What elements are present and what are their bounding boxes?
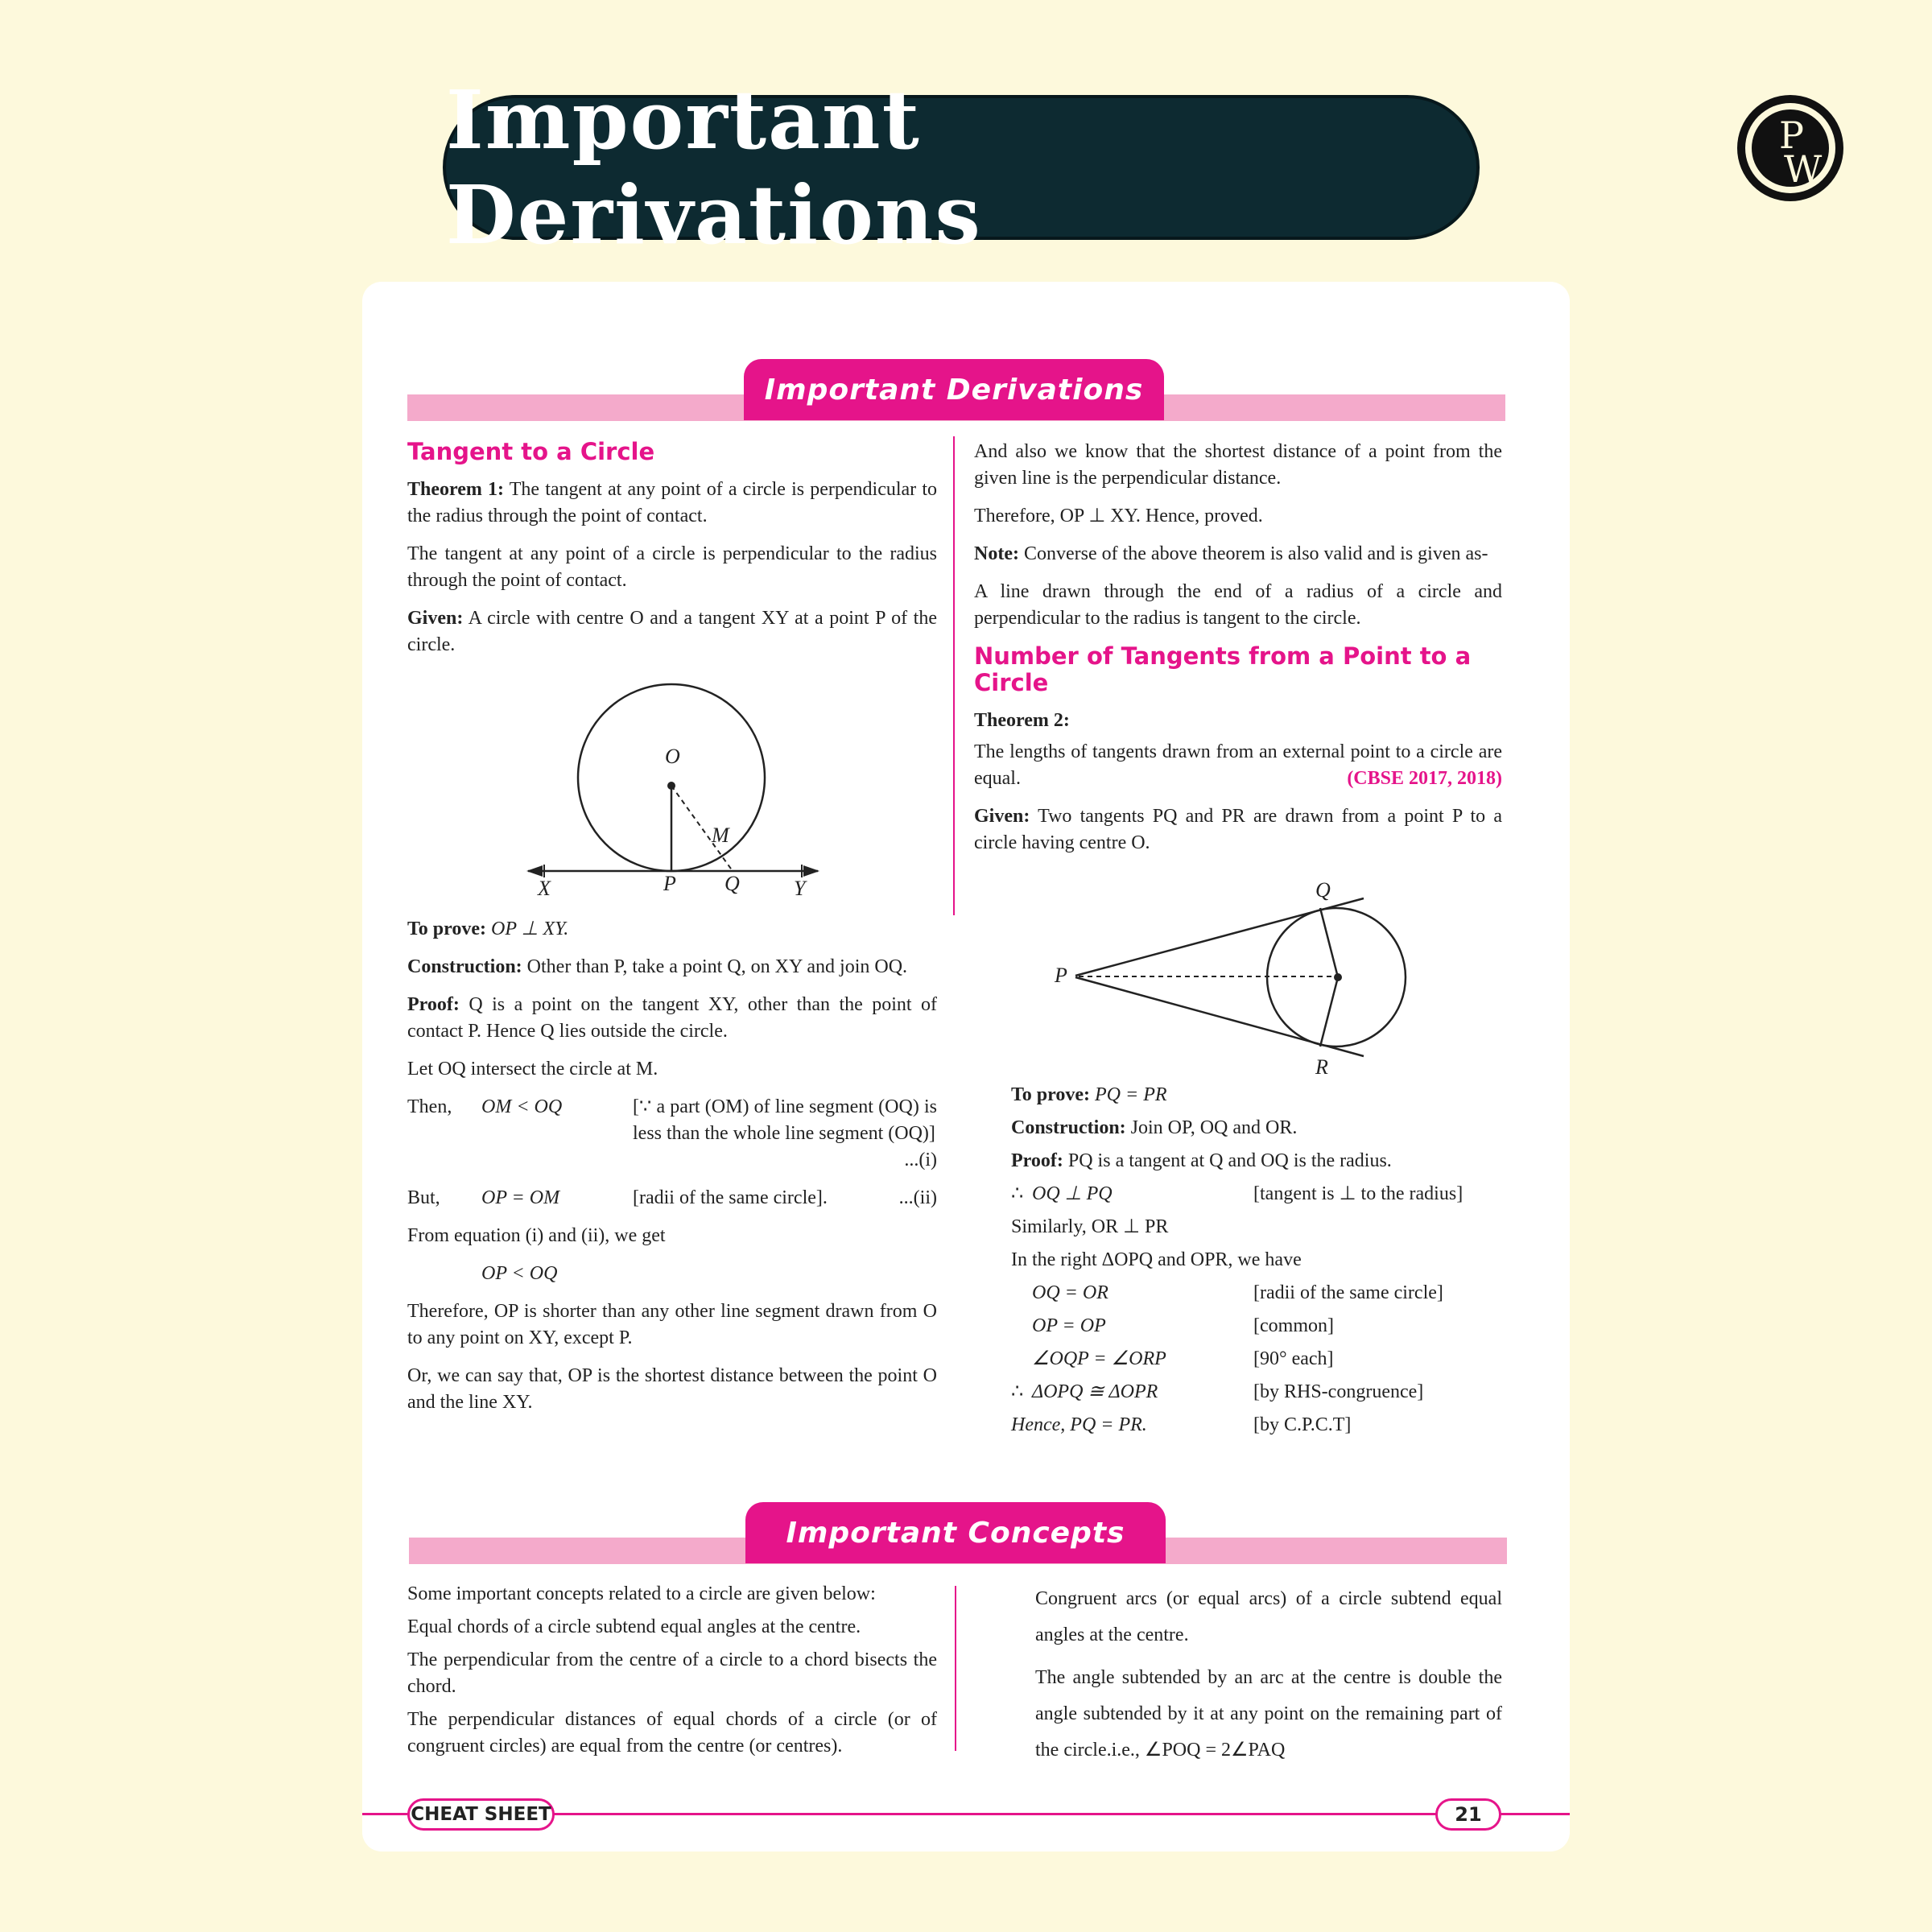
then-row [407, 1094, 937, 1174]
proof-row-statement: Similarly, OR ⊥ PR [1011, 1216, 1169, 1237]
centre-point-2 [1334, 973, 1342, 981]
proof-row-reason: [90° each] [1253, 1348, 1334, 1369]
label-y: Y [794, 877, 806, 900]
centre-point [667, 782, 675, 790]
proof-row [1011, 1313, 1502, 1340]
let-text: Let OQ intersect the circle at M. [407, 1059, 658, 1080]
banner [443, 72, 1480, 262]
proof-row-symbol: ∴ [1011, 1183, 1024, 1204]
theorem2-proof [974, 1082, 1502, 1439]
proof-row-symbol: ∴ [1011, 1381, 1024, 1402]
concept-item: Congruent arcs (or equal arcs) of a circle subtend equal angles at the centre. [1035, 1588, 1502, 1645]
column-divider [953, 436, 955, 915]
proof-row-reason: [common] [1253, 1315, 1334, 1336]
proof-row-statement: Hence, PQ = PR. [1011, 1414, 1147, 1435]
proof-row [1011, 1181, 1502, 1208]
proof-row-symbol [1011, 1313, 1032, 1340]
two-tangents-diagram [974, 868, 1502, 1077]
proof-row-reason: [by C.P.C.T] [1253, 1414, 1352, 1435]
proof-row [1011, 1247, 1502, 1274]
concepts-intro: Some important concepts related to a circle are given below: [407, 1583, 876, 1604]
construction1 [407, 954, 937, 980]
shortest-text: And also we know that the shortest distance of a point from the given line is the perpendicular distance. [974, 441, 1502, 489]
note-label: Note: [974, 543, 1019, 564]
toprove2 [1011, 1082, 1502, 1108]
theorem2-label-text: Theorem 2: [974, 710, 1070, 731]
label-q: Q [724, 872, 740, 895]
proof-row [1011, 1379, 1502, 1406]
proof-row [1011, 1412, 1502, 1439]
but-eq: OP = OM [481, 1187, 560, 1208]
proof2-label: Proof: [1011, 1150, 1063, 1171]
given2-text: Two tangents PQ and PR are drawn from a point P to a circle having centre O. [974, 806, 1502, 853]
proof2 [1011, 1148, 1502, 1174]
concept-item: The perpendicular distances of equal chords of a circle (or of congruent circles) are equal from the centre (or centres). [407, 1709, 937, 1757]
theorem1-restate: The tangent at any point of a circle is perpendicular to the radius through the point of contact. [407, 543, 937, 591]
toprove2-text: PQ = PR [1095, 1084, 1167, 1105]
note-text: Converse of the above theorem is also valid and is given as- [1023, 543, 1488, 564]
left-column [407, 439, 937, 1427]
concept-item: The angle subtended by an arc at the centre is double the angle subtended by it at any point on the remaining part of the circle.i.e., ∠POQ = 2∠PAQ [1035, 1667, 1502, 1761]
tangents-heading: Number of Tangents from a Point to a Circle [974, 642, 1472, 696]
right-column [974, 439, 1502, 1445]
but-ref: ...(ii) [898, 1187, 937, 1208]
label-p: P [663, 872, 676, 895]
radius-oq [1320, 908, 1338, 977]
result-eq: OP < OQ [481, 1263, 558, 1284]
pw-logo [1731, 89, 1850, 208]
proof-row [1011, 1280, 1502, 1307]
arrow-left-icon [526, 865, 543, 877]
construction1-label: Construction: [407, 956, 522, 977]
then-reason-block [633, 1094, 937, 1174]
theorem2-label [974, 708, 1502, 734]
proof-row-statement: ∠OQP = ∠ORP [1032, 1348, 1166, 1369]
concepts-tab [745, 1502, 1166, 1563]
toprove2-label: To prove: [1011, 1084, 1091, 1105]
given1-text: A circle with centre O and a tangent XY at a point P of the circle. [407, 608, 937, 655]
proof-row-statement: OQ = OR [1032, 1282, 1108, 1303]
toprove1-label: To prove: [407, 919, 487, 939]
toprove1-text: OP ⊥ XY. [491, 919, 569, 939]
theorem1-text: The tangent at any point of a circle is perpendicular to the radius through the point of contact. [407, 479, 937, 526]
label-x: X [538, 877, 551, 900]
derivations-tab [744, 359, 1164, 420]
proof-row-symbol [1011, 1280, 1032, 1307]
given2 [974, 803, 1502, 857]
radius-or [1320, 977, 1338, 1046]
concept-item: The perpendicular from the centre of a circle to a chord bisects the chord. [407, 1649, 937, 1697]
proof-row-statement: ΔOPQ ≅ ΔOPR [1032, 1381, 1158, 1402]
proof-row-reason: [radii of the same circle] [1253, 1282, 1443, 1303]
therefore-right: Therefore, OP ⊥ XY. Hence, proved. [974, 506, 1263, 526]
theorem1-label: Theorem 1: [407, 479, 505, 500]
proof1-text: Q is a point on the tangent XY, other than the point of contact P. Hence Q lies outside the circle. [407, 994, 938, 1042]
proof-row-reason: [by RHS-congruence] [1253, 1381, 1424, 1402]
or-text: Or, we can say that, OP is the shortest distance between the point O and the line XY. [407, 1365, 937, 1413]
label-r2: R [1315, 1055, 1328, 1077]
but-reason-block [633, 1185, 937, 1212]
banner-title: Important Derivations [446, 72, 982, 262]
tangent-diagram [407, 670, 937, 911]
label-o: O [665, 745, 680, 768]
construction2-text: Join OP, OQ and OR. [1130, 1117, 1298, 1138]
concepts-divider [955, 1586, 956, 1751]
converse-text: A line drawn through the end of a radius of a circle and perpendicular to the radius is tangent to the circle. [974, 581, 1502, 629]
given2-label: Given: [974, 806, 1030, 827]
theorem2-text: The lengths of tangents drawn from an external point to a circle are equal. [974, 741, 1502, 789]
then-label: Then, [407, 1096, 452, 1117]
arrow-right-icon [803, 865, 819, 877]
given1-label: Given: [407, 608, 464, 629]
label-q2: Q [1315, 878, 1331, 902]
given1 [407, 605, 937, 658]
but-label: But, [407, 1187, 440, 1208]
logo-letter-w: W [1784, 147, 1823, 191]
construction2-label: Construction: [1011, 1117, 1126, 1138]
construction2 [1011, 1115, 1502, 1141]
theorem1 [407, 477, 937, 530]
then-eq: OM < OQ [481, 1096, 563, 1117]
label-m: M [712, 824, 729, 847]
proof-row-statement: OQ ⊥ PQ [1032, 1183, 1113, 1204]
concepts-tab-label: Important Concepts [786, 1516, 1125, 1550]
proof-row-reason: [tangent is ⊥ to the radius] [1253, 1183, 1463, 1204]
cbse-citation: (CBSE 2017, 2018) [1347, 768, 1502, 789]
proof1 [407, 992, 937, 1045]
proof2-text: PQ is a tangent at Q and OQ is the radius. [1067, 1150, 1392, 1171]
concepts-left [407, 1581, 937, 1766]
cheat-sheet-badge: CHEAT SHEET [407, 1798, 555, 1831]
proof-row-statement: OP = OP [1032, 1315, 1106, 1336]
then-ref: ...(i) [904, 1150, 937, 1170]
toprove1 [407, 916, 937, 943]
derivations-tab-label: Important Derivations [764, 373, 1144, 407]
proof-row-statement: In the right ΔOPQ and OPR, we have [1011, 1249, 1302, 1270]
therefore-left: Therefore, OP is shorter than any other line segment drawn from O to any point on XY, except P. [407, 1301, 937, 1348]
but-row [407, 1185, 937, 1212]
but-reason: [radii of the same circle]. [633, 1187, 828, 1208]
proof-row-symbol [1011, 1346, 1032, 1373]
tangent-heading: Tangent to a Circle [407, 438, 655, 465]
proof-row [1011, 1214, 1502, 1241]
note [974, 541, 1502, 568]
proof-row [1011, 1346, 1502, 1373]
page-sheet [362, 282, 1570, 1852]
then-reason: [∵ a part (OM) of line segment (OQ) is less than the whole line segment (OQ)] [633, 1096, 937, 1144]
concepts-right [1035, 1581, 1502, 1775]
page-number: 21 [1435, 1798, 1501, 1831]
concept-item: Equal chords of a circle subtend equal angles at the centre. [407, 1616, 861, 1637]
from-text: From equation (i) and (ii), we get [407, 1225, 666, 1246]
theorem2 [974, 739, 1502, 792]
proof1-label: Proof: [407, 994, 460, 1015]
construction1-text: Other than P, take a point Q, on XY and join OQ. [526, 956, 908, 977]
logo-letter-p: P [1779, 114, 1804, 157]
label-p2: P [1055, 964, 1067, 987]
